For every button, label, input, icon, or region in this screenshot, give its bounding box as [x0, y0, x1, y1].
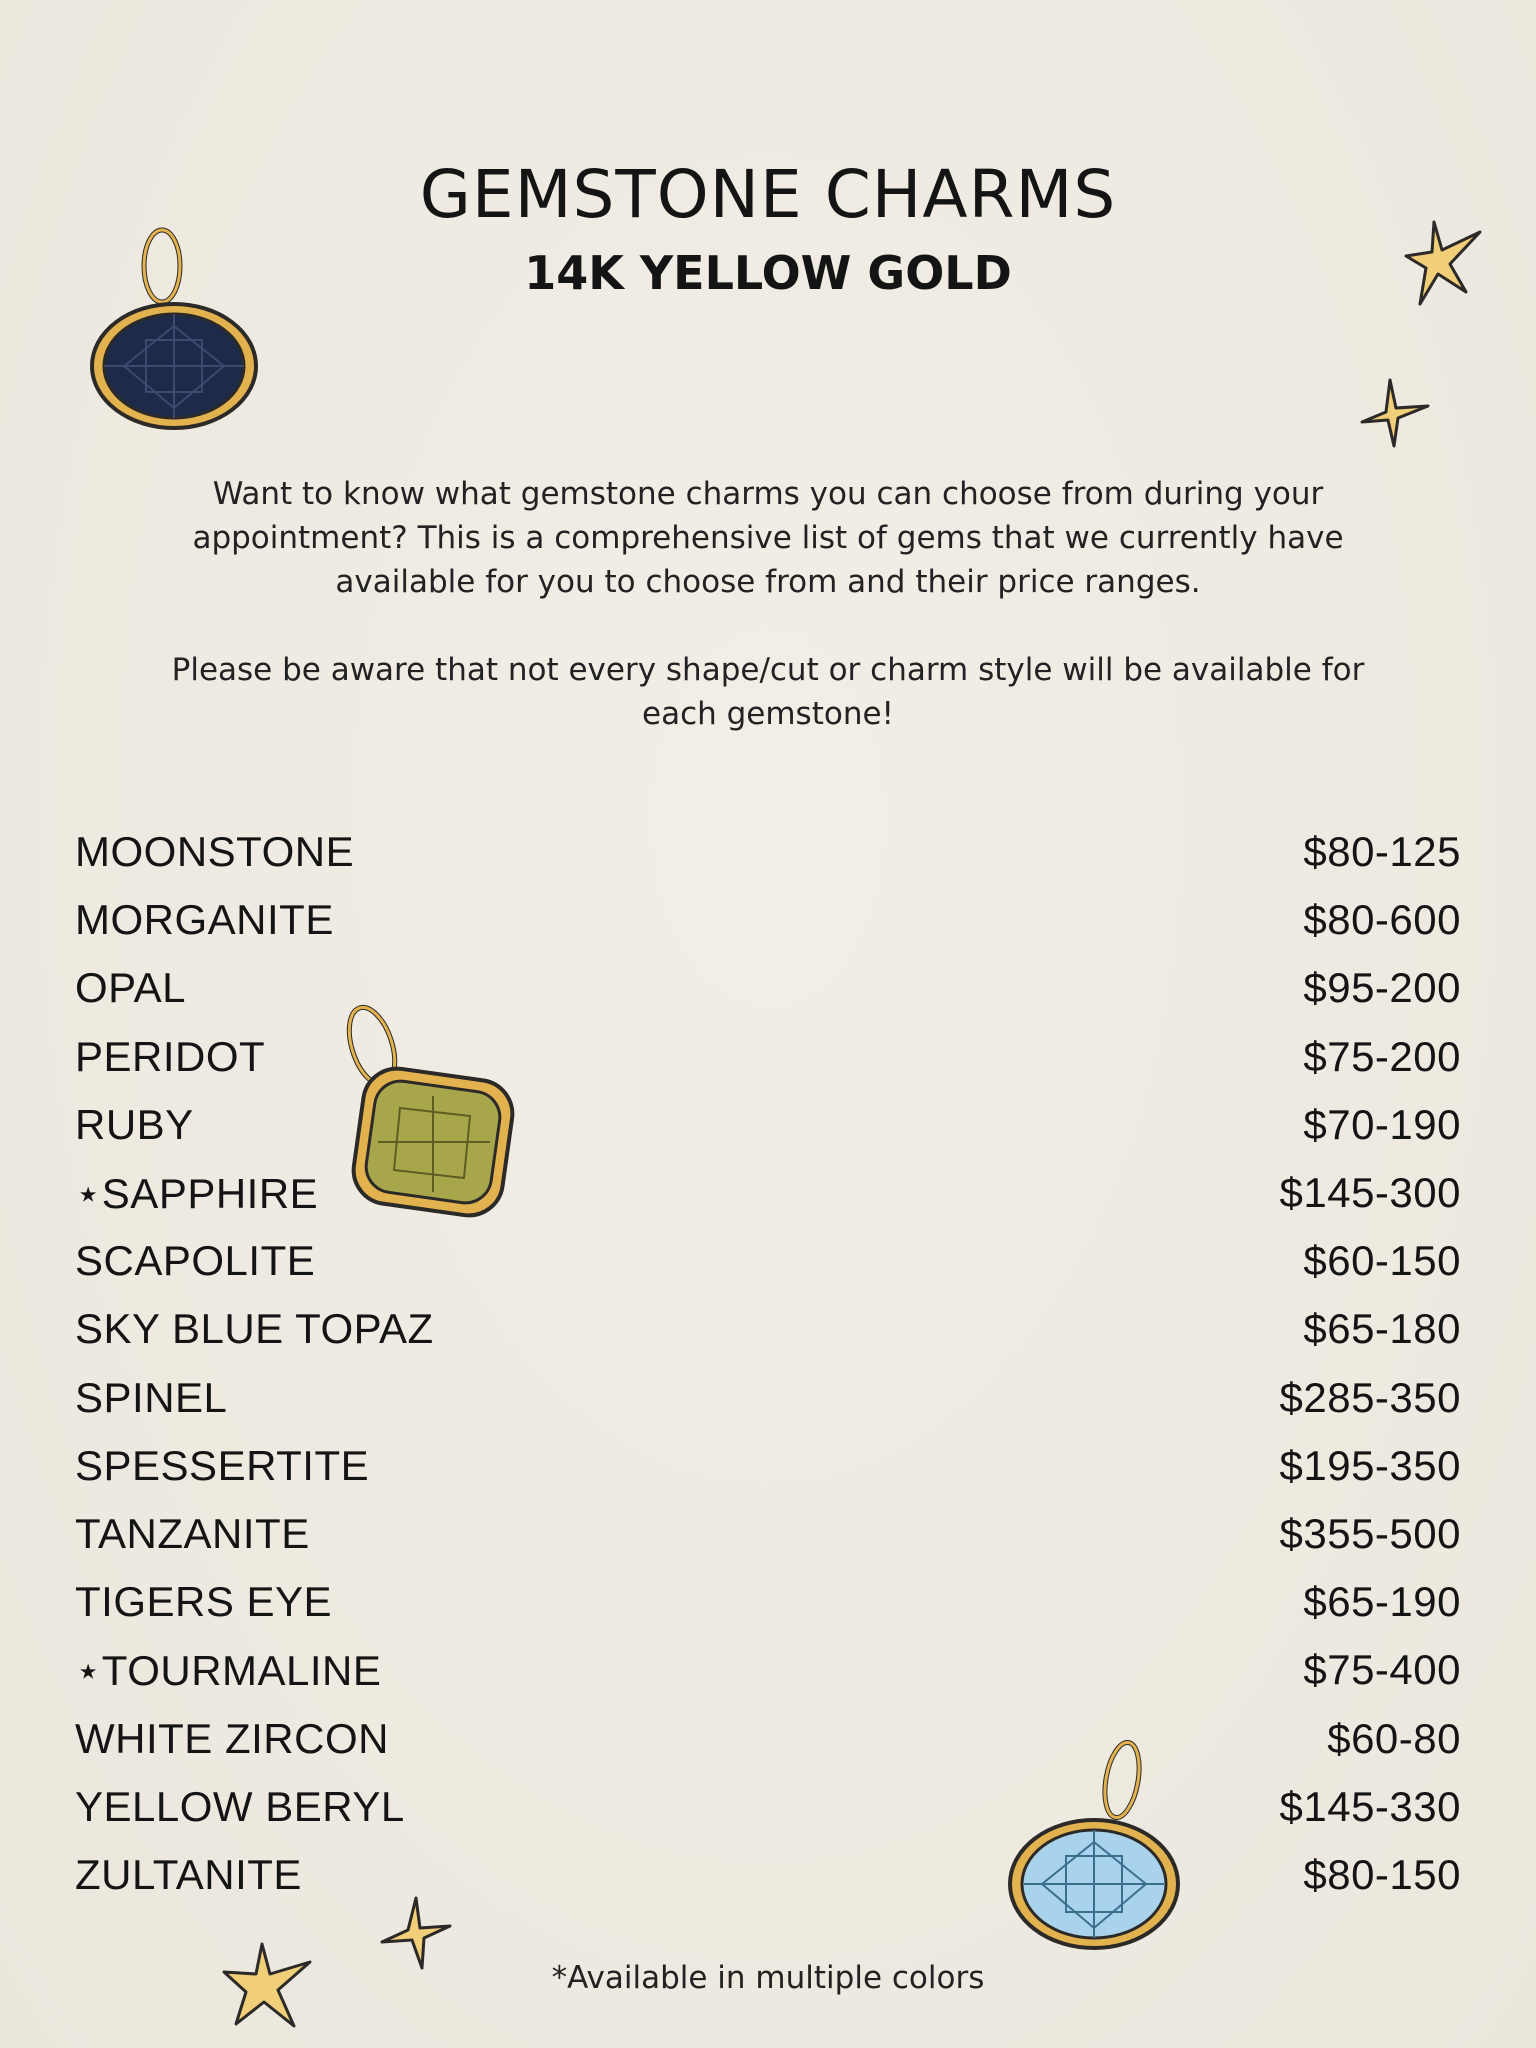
- gem-price: $65-190: [1303, 1578, 1461, 1626]
- gem-row: [75, 1500, 1461, 1568]
- gem-row: [75, 1773, 1461, 1841]
- gem-price: $80-600: [1303, 896, 1461, 944]
- sapphire-charm-icon: [84, 218, 264, 434]
- gem-name: YELLOW BERYL: [75, 1782, 405, 1830]
- gem-name: ⋆SAPPHIRE: [75, 1169, 319, 1217]
- page-subtitle: 14K YELLOW GOLD: [524, 246, 1012, 300]
- gem-row: [75, 1159, 1461, 1227]
- gem-row: [75, 1364, 1461, 1432]
- star-icon: [222, 1940, 314, 2030]
- gem-row: [75, 1704, 1461, 1772]
- gem-row: [75, 1023, 1461, 1091]
- topaz-charm-icon: [1006, 1736, 1186, 1950]
- gem-row: [75, 1636, 1461, 1704]
- gem-name: TIGERS EYE: [75, 1578, 333, 1626]
- availability-notice: Please be aware that not every shape/cut or charm style will be available for each gemstone!: [171, 652, 1365, 732]
- gem-name: SPESSERTITE: [75, 1441, 370, 1489]
- gem-name: ZULTANITE: [75, 1850, 302, 1898]
- gemstone-price-list: [75, 818, 1461, 1909]
- gem-row: [75, 1295, 1461, 1363]
- gem-name: RUBY: [75, 1100, 194, 1148]
- gem-name: SCAPOLITE: [75, 1237, 316, 1285]
- gem-price: $95-200: [1303, 964, 1461, 1012]
- gem-price: $285-350: [1279, 1373, 1461, 1421]
- gem-name: MOONSTONE: [75, 828, 355, 876]
- gem-price: $75-400: [1303, 1646, 1461, 1694]
- gem-name: MORGANITE: [75, 896, 334, 944]
- gem-row: [75, 1227, 1461, 1295]
- gem-price: $75-200: [1303, 1032, 1461, 1080]
- gem-row: [75, 1841, 1461, 1909]
- gem-row: [75, 886, 1461, 954]
- gem-price: $60-80: [1327, 1714, 1461, 1762]
- gem-price: $70-190: [1303, 1100, 1461, 1148]
- page-title: GEMSTONE CHARMS: [419, 156, 1117, 233]
- gem-row: [75, 1432, 1461, 1500]
- gem-row: [75, 1568, 1461, 1636]
- gem-name: WHITE ZIRCON: [75, 1714, 389, 1762]
- star-icon: [1404, 218, 1484, 308]
- gem-price: $80-125: [1303, 828, 1461, 876]
- gem-price: $145-330: [1279, 1782, 1461, 1830]
- gem-row: [75, 818, 1461, 886]
- gem-name: PERIDOT: [75, 1032, 266, 1080]
- peridot-charm-icon: [340, 996, 520, 1222]
- gem-name: OPAL: [75, 964, 186, 1012]
- intro-paragraph: Want to know what gemstone charms you can choose from during your appointment? This is a comprehensive list of gems that we currently have available for you to choose from and their price ranges.: [192, 476, 1344, 600]
- footnote: *Available in multiple colors: [551, 1960, 985, 1996]
- gem-name: SKY BLUE TOPAZ: [75, 1305, 434, 1353]
- gem-price: $65-180: [1303, 1305, 1461, 1353]
- gem-row: [75, 954, 1461, 1022]
- gem-row: [75, 1091, 1461, 1159]
- gem-name: SPINEL: [75, 1373, 228, 1421]
- star-icon: [1360, 378, 1430, 448]
- gem-name: ⋆TOURMALINE: [75, 1646, 382, 1694]
- star-icon: [380, 1896, 452, 1970]
- gem-price: $60-150: [1303, 1237, 1461, 1285]
- gem-price: $145-300: [1279, 1169, 1461, 1217]
- gem-name: TANZANITE: [75, 1509, 310, 1557]
- gem-price: $80-150: [1303, 1850, 1461, 1898]
- gem-price: $195-350: [1279, 1441, 1461, 1489]
- gem-price: $355-500: [1279, 1509, 1461, 1557]
